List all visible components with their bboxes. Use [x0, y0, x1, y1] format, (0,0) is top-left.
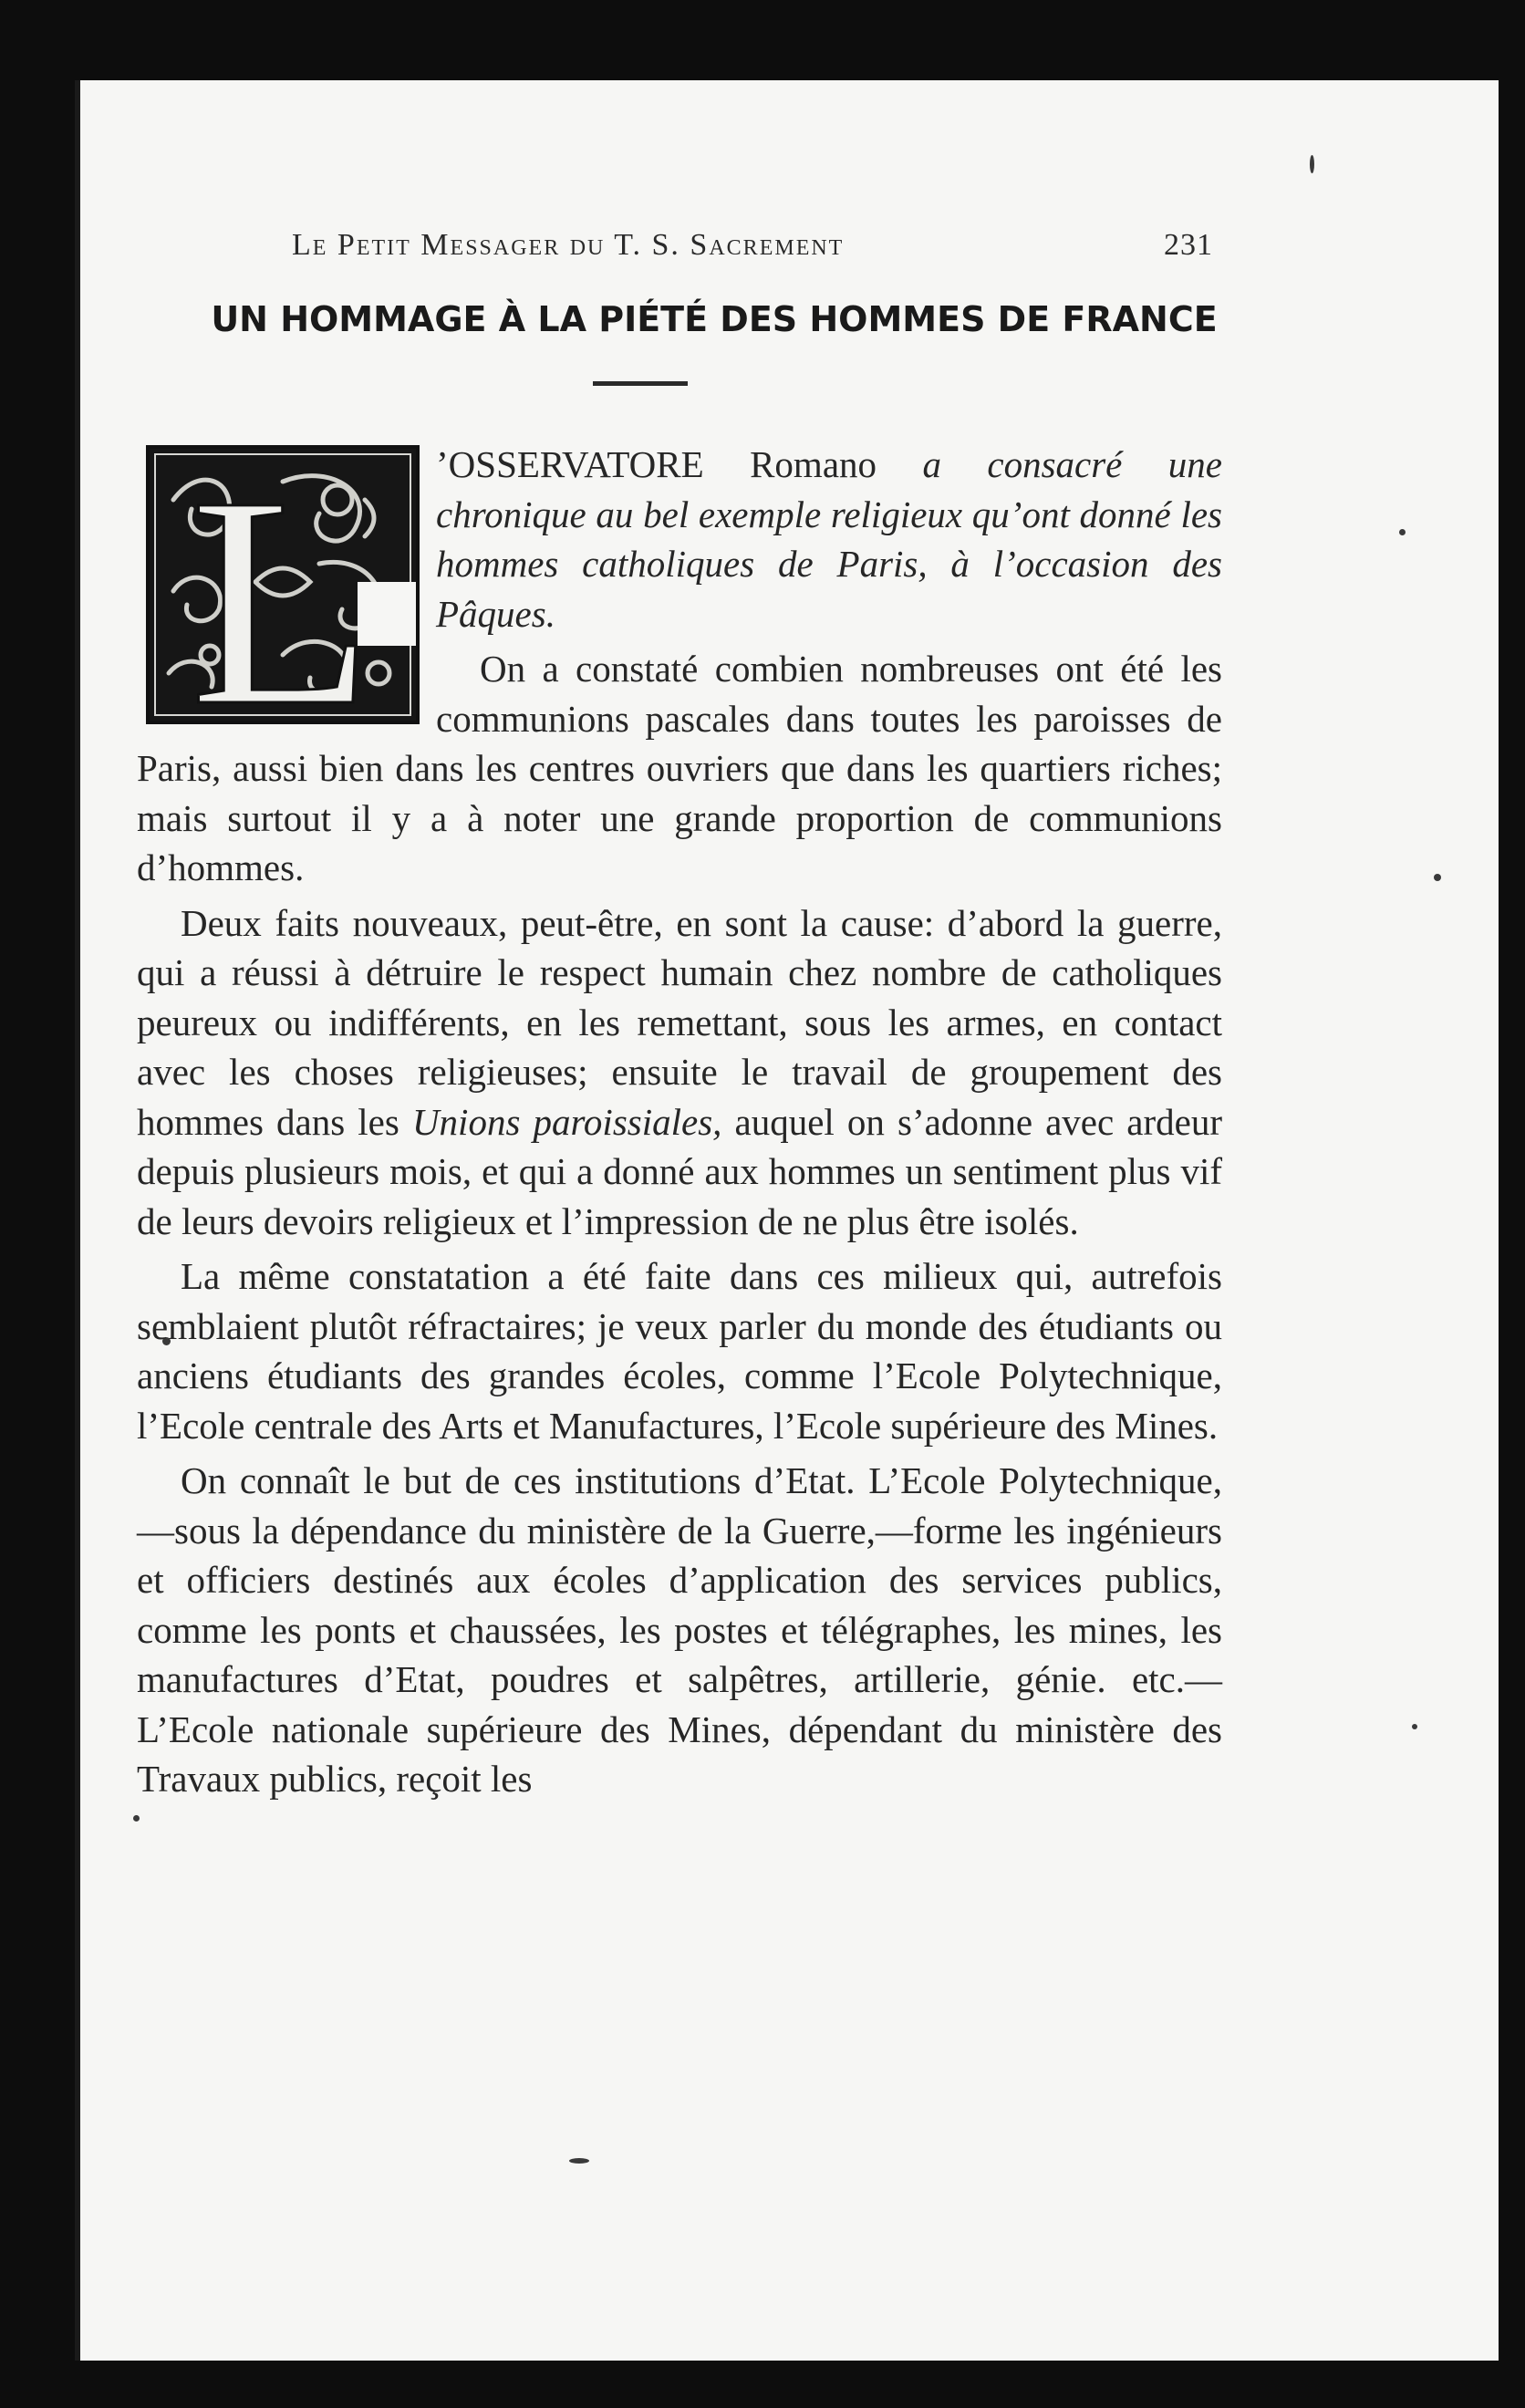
running-head-title: Le Petit Messager du T. S. Sacrement	[292, 228, 845, 262]
dust-speck	[133, 1815, 140, 1822]
dust-speck	[569, 2158, 589, 2164]
drop-cap-letter: L	[190, 445, 374, 724]
paragraph-3	[137, 898, 1222, 1247]
paragraph-1-lead: ’OSSERVATORE Romano	[436, 443, 877, 485]
dust-speck	[1434, 874, 1441, 881]
paragraph-4: La même constatation a été faite dans ces milieux qui, autrefois semblaient plutôt réfractaires; je veux parler du monde des étudiants ou anciens étudiants des grandes écoles, comme l’Ecole Polytechnique, l’Ecole centrale des Arts et Manufactures, l’Ecole supérieure des Mines.	[137, 1255, 1222, 1447]
paragraph-1-italic: a consacré une chronique au bel exemple religieux qu’ont donné les hommes catholiques de Paris, à l’occasion des Pâques.	[436, 443, 1222, 635]
dust-speck	[1399, 529, 1406, 535]
article-title: UN HOMMAGE À LA PIÉTÉ DES HOMMES DE FRANCE	[211, 299, 1218, 339]
paragraph-1	[137, 440, 1222, 638]
paragraph-3-end: auquel on s’adonne avec ardeur depuis plusieurs mois, et qui a donné aux hommes un sentiment plus vif de leurs devoirs religieux et l’impression de ne plus être isolés.	[137, 1100, 1223, 1242]
paragraph-2: On a constaté combien nombreuses ont été les communions pascales dans toutes les paroisses de Paris, aussi bien dans les centres ouvriers que dans les quartiers riches; mais surtout il y a à noter une grande proportion de communions d’hommes.	[137, 648, 1222, 888]
page-number: 231	[1164, 228, 1213, 262]
drop-cap-space	[137, 443, 436, 741]
article-body	[137, 440, 1222, 1804]
running-head	[292, 228, 1213, 283]
dust-speck	[1412, 1724, 1417, 1729]
paragraph-3-start: Deux faits nouveaux, peut-être, en sont la cause: d’abord la guerre, qui a réussi à détruire le respect humain chez nombre de catholiques peureux ou indifférents, en les remettant, sous les armes, en contact avec les choses religieuses; ensuite le travail de groupement des hommes dans les	[137, 901, 1222, 1143]
title-rule	[593, 381, 688, 386]
paragraph-3-italic: Unions paroissiales,	[411, 1100, 722, 1143]
dust-speck	[1310, 155, 1314, 173]
paragraph-5: On connaît le but de ces institutions d’Etat. L’Ecole Polytechnique,—sous la dépendance du ministère de la Guerre,—forme les ingénieurs et officiers destinés aux écoles d’application des services publics, comme les ponts et chaussées, les postes et télégraphes, les mines, les manufactures d’Etat, poudres et salpêtres, artillerie, génie. etc.—L’Ecole nationale supérieure des Mines, dépendant du ministère des Travaux publics, reçoit les	[137, 1459, 1222, 1800]
